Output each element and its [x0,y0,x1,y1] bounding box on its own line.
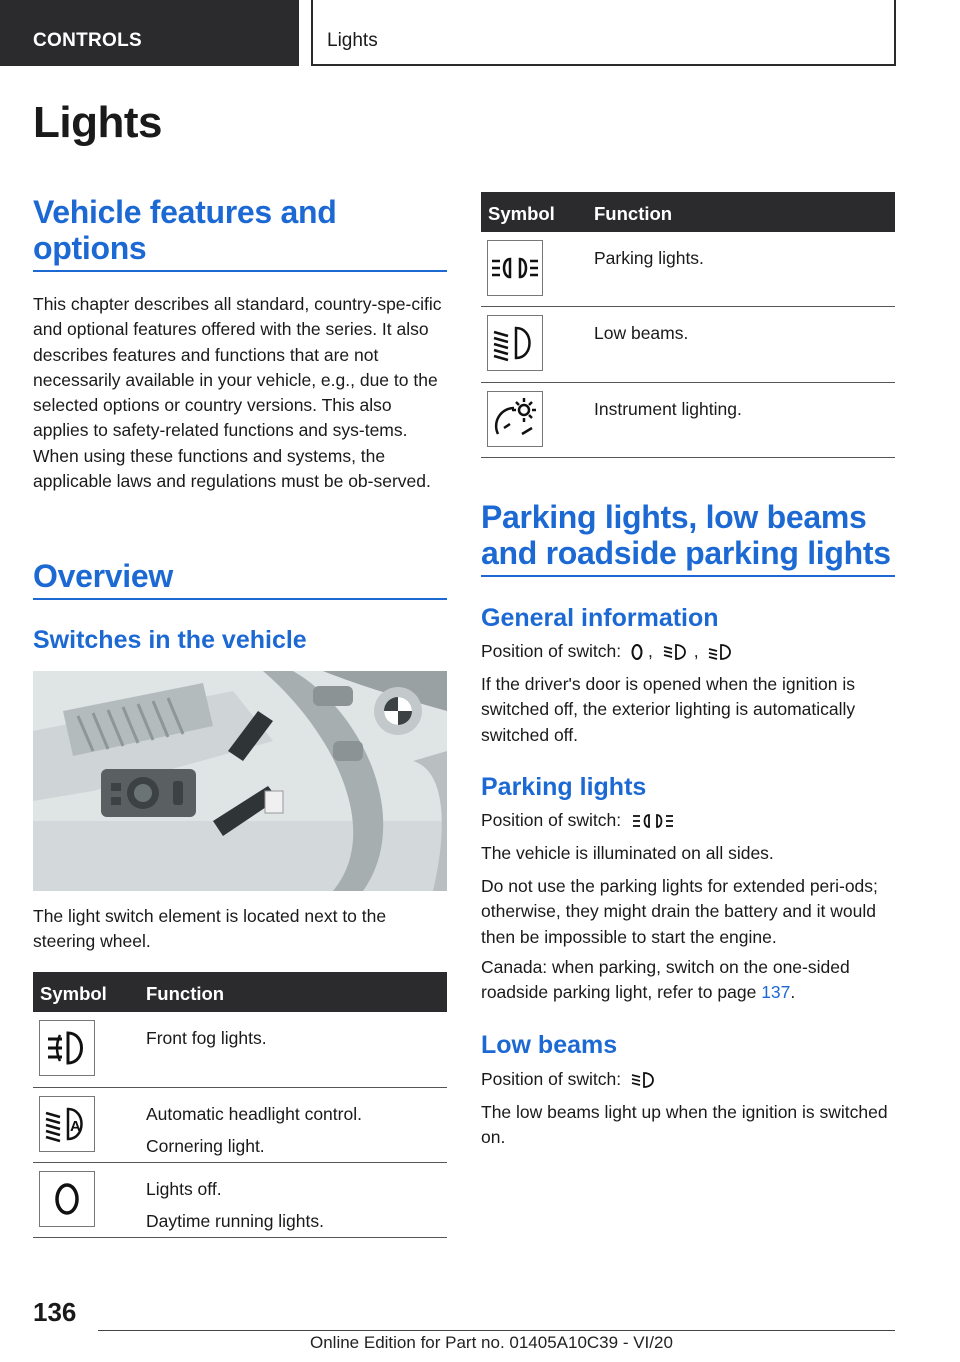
parking-lights-icon [487,240,543,296]
table-header [33,972,447,1012]
lights-off-icon [630,642,644,662]
col-function: Function [146,983,225,1004]
front-fog-lights-icon [39,1020,95,1076]
symbol-table-right [481,192,895,458]
switch-prefix: Position of switch: [481,641,622,661]
footer-rule [98,1330,895,1331]
table-header [481,192,895,232]
heading-parking-lights: Parking lights [481,773,647,801]
roadside-text: Canada: when parking, switch on the one-sided roadside parking light, refer to page [481,957,850,1003]
parking-paragraph-1: The vehicle is illuminated on all sides. [481,843,774,863]
col-function: Function [594,203,673,224]
page-header [0,0,960,66]
photo-caption: The light switch element is located next to the steering wheel. [33,906,387,952]
parking-lights-icon [630,811,676,831]
edition-note: Online Edition for Part no. 01405A10C39 - VI/20 [310,1333,673,1352]
row-text-line: Cornering light. [146,1136,265,1156]
heading-parking-low-beams: Parking lights, low beams and roadside parking lights [481,499,891,571]
heading-low-beams: Low beams [481,1031,618,1059]
heading-overview: Overview [33,558,173,594]
table-row [481,307,895,383]
table-row [481,383,895,458]
symbol-table-left [33,972,447,1238]
table-row [33,1088,447,1163]
parking-switch-position [481,808,895,833]
parking-paragraph-2: Do not use the parking lights for extended peri-ods; otherwise, they might drain the battery and it would then be impossible to start the engine. [481,876,878,947]
page-number: 136 [33,1297,77,1327]
general-paragraph: If the driver's door is opened when the ignition is switched off, the exterior lighting is automatically switched off. [481,674,856,745]
parking-paragraph-3 [481,955,895,1006]
row-text: Low beams. [594,323,689,343]
heading-rule [481,575,895,577]
svg-text:A: A [70,1118,81,1135]
features-paragraph: This chapter describes all standard, country-spe-cific and optional features offered with the series. It also describes features and functions that are not necessarily available in your vehicle, e.g., due to the selected options or country versions. This also applies to safety-related functions and sys-tems. When using these functions and systems, the applicable laws and regulations must be ob-served. [33,294,442,492]
low-beams-icon [662,642,690,662]
switch-prefix: Position of switch: [481,810,622,830]
low-beams-icon [630,1070,658,1090]
table-row [481,232,895,307]
row-text-line: Lights off. [146,1179,222,1199]
light-switch-photo [33,671,447,891]
low-beams-icon [487,315,543,371]
heading-general-information: General information [481,604,719,632]
col-symbol: Symbol [40,983,107,1004]
light-switch-illustration [33,671,447,891]
switch-prefix: Position of switch: [481,1069,622,1089]
heading-switches: Switches in the vehicle [33,626,307,654]
row-text [146,1173,324,1237]
separator: , [647,641,653,661]
row-text-line: Automatic headlight control. [146,1104,362,1124]
general-switch-position [481,639,895,664]
separator: , [693,641,699,661]
automatic-headlight-icon [707,642,735,662]
heading-rule [33,270,447,272]
instrument-lighting-icon [487,391,543,447]
row-text [146,1098,362,1162]
section-tab: CONTROLS [0,0,299,66]
table-row [33,1163,447,1238]
row-text: Parking lights. [594,248,704,268]
col-symbol: Symbol [488,203,555,224]
page-reference-link[interactable]: 137 [761,982,791,1003]
low-beams-paragraph: The low beams light up when the ignition is switched on. [481,1102,888,1148]
heading-rule [33,598,447,600]
automatic-headlight-icon [39,1096,95,1152]
lights-off-icon [39,1171,95,1227]
period: . [790,982,796,1003]
chapter-tab: Lights [311,0,896,66]
row-text: Front fog lights. [146,1028,267,1048]
row-text-line: Daytime running lights. [146,1211,324,1231]
low-switch-position [481,1067,895,1092]
heading-vehicle-features: Vehicle features and options [33,194,337,266]
row-text: Instrument lighting. [594,399,742,419]
page-title: Lights [33,98,162,147]
table-row [33,1012,447,1088]
